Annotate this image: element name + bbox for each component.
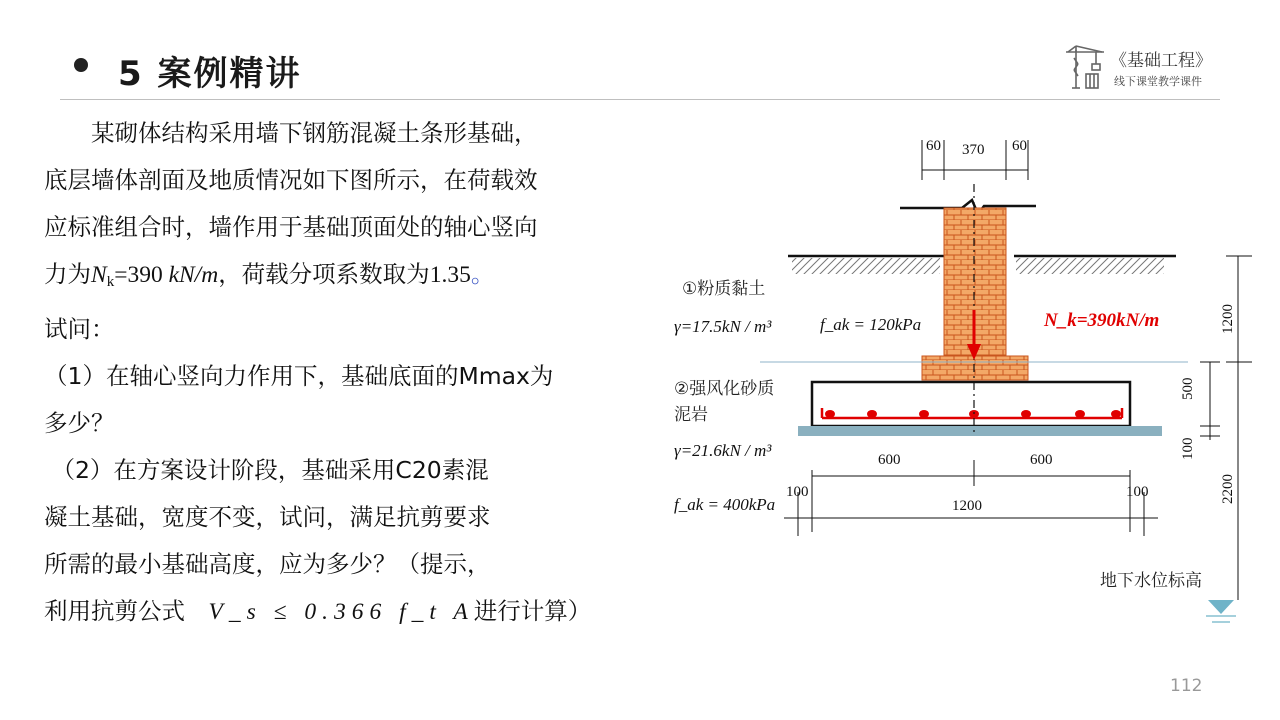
dim-600-left: 600	[878, 452, 901, 468]
bullet-icon	[74, 58, 88, 72]
dim-500: 500	[1180, 377, 1196, 400]
text-span: 。	[470, 260, 495, 288]
text-span: 底层墙体剖面及地质情况如下图所示，在荷载效	[44, 166, 538, 194]
dim-100-right: 100	[1126, 484, 1149, 500]
shear-formula: V_s ≤ 0.366 f_t A	[208, 599, 474, 625]
cushion-layer	[798, 426, 1162, 436]
water-level-icon	[1206, 600, 1236, 622]
text-span: 应标准组合时，墙作用于基础顶面处的轴心竖向	[44, 213, 538, 241]
brick-footing	[922, 356, 1028, 380]
question-1: （1）在轴心竖向力作用下，基础底面的Mmax为	[44, 362, 554, 390]
rebar-dots	[825, 410, 1121, 418]
question-1-cont: 多少？	[44, 409, 115, 437]
dim-60-right: 60	[1012, 138, 1027, 154]
dim-2200: 2200	[1220, 474, 1236, 504]
load-label: N_k=390kN/m	[1044, 310, 1160, 331]
load-unit: kN/m	[168, 262, 219, 288]
question-2-cont: 凝土基础，宽度不变，试问，满足抗剪要求	[44, 503, 491, 531]
soil2-fak: f_ak = 400kPa	[674, 495, 776, 514]
soil2-name-cont: 泥岩	[674, 405, 708, 425]
logo-subtitle: 线下课堂教学课件	[1114, 75, 1202, 88]
dim-depth-1200: 1200	[1220, 304, 1236, 334]
title-bar	[0, 0, 1280, 100]
load-subscript: k	[106, 274, 115, 290]
crane-icon	[1062, 44, 1108, 90]
soil1-name: ①粉质黏土	[682, 279, 766, 299]
soil2-gamma: γ=21.6kN / m³	[674, 441, 772, 460]
paragraph-line	[44, 204, 684, 251]
paragraph-line	[44, 306, 684, 353]
paragraph-line	[44, 400, 684, 447]
soil1-fak: f_ak = 120kPa	[820, 315, 922, 334]
foundation-diagram	[660, 130, 1260, 630]
paragraph-line	[44, 251, 684, 306]
text-span: 试问：	[44, 315, 115, 343]
dim-600-right: 600	[1030, 452, 1053, 468]
page-number: 112	[1170, 676, 1203, 696]
paragraph-line	[44, 588, 684, 636]
soil-hatch	[792, 258, 940, 274]
paragraph-line	[44, 541, 684, 588]
page-title: 5 案例精讲	[118, 54, 302, 94]
paragraph-line	[44, 157, 684, 204]
factor-value: 1.35	[429, 262, 471, 288]
title-divider	[60, 99, 1220, 100]
question-2: （2）在方案设计阶段，基础采用C20素混	[51, 456, 489, 484]
paragraph-line	[44, 110, 684, 157]
paragraph-line	[44, 494, 684, 541]
dim-100-vert: 100	[1180, 437, 1196, 460]
problem-text	[44, 110, 684, 636]
soil1-gamma: γ=17.5kN / m³	[674, 317, 772, 336]
text-span: 力为	[44, 260, 91, 288]
dim-100-left: 100	[786, 484, 809, 500]
text-span: ，荷载分项系数取为	[218, 260, 430, 288]
dim-60-left: 60	[926, 138, 941, 154]
dim-1200: 1200	[952, 498, 982, 514]
soil-hatch	[1016, 258, 1164, 274]
water-table-label: 地下水位标高	[1100, 571, 1202, 591]
course-logo	[1062, 44, 1232, 92]
foundation-slab	[812, 382, 1130, 426]
text-span: 某砌体结构采用墙下钢筋混凝土条形基础，	[91, 119, 538, 147]
text-span: 进行计算）	[473, 597, 592, 625]
soil2-name: ②强风化砂质	[674, 379, 775, 399]
text-span: 利用抗剪公式	[44, 597, 185, 625]
dim-370: 370	[962, 142, 985, 158]
question-2-cont: 所需的最小基础高度，应为多少？（提示，	[44, 550, 491, 578]
load-value: =390	[114, 262, 169, 288]
load-symbol: N	[91, 262, 107, 288]
paragraph-line	[44, 447, 684, 494]
logo-name: 《基础工程》	[1110, 51, 1212, 71]
paragraph-line	[44, 353, 684, 400]
